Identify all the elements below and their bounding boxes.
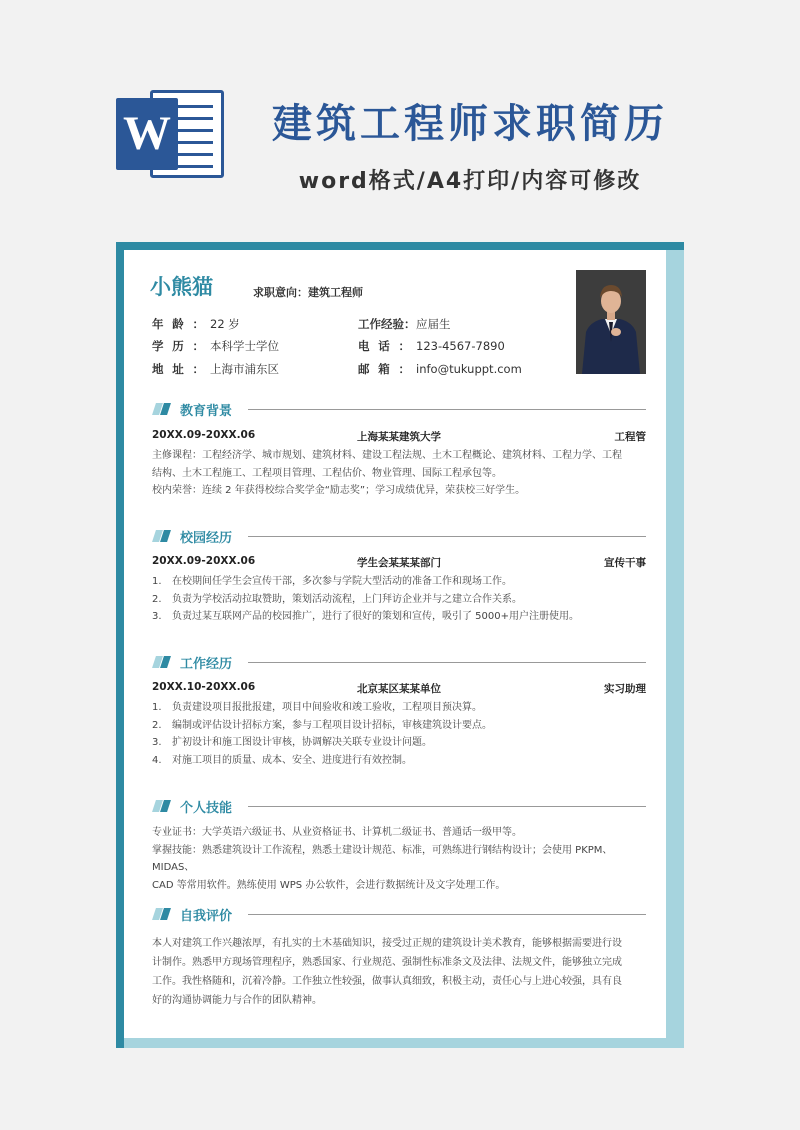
text-line: 工作。我性格随和，沉着冷静。工作独立性较强，做事认真细致，积极主动，责任心与上进心较强，具有良 xyxy=(152,976,622,987)
work-list xyxy=(152,699,648,769)
info-age xyxy=(152,316,240,332)
info-email-value: info@tukuppt.com xyxy=(416,362,522,376)
text-line: 计制作。熟悉甲方现场管理程序，熟悉国家、行业规范、强制性标准条文及法律、法规文件，能够独立完成 xyxy=(152,957,622,968)
job-intent: 求职意向：建筑工程师 xyxy=(253,286,363,299)
section-education-title: 教育背景 xyxy=(180,404,233,419)
section-skills-title: 个人技能 xyxy=(180,801,233,816)
info-education-label: 学历： xyxy=(152,339,204,353)
candidate-name: 小熊猫 xyxy=(150,275,213,299)
text-line: 掌握技能：熟悉建筑设计工作流程，熟悉土建设计规范、标准，可熟练进行钢结构设计；会使用 PKPM、MIDAS、 xyxy=(152,844,613,873)
info-phone-label: 电话： xyxy=(358,339,410,353)
info-phone xyxy=(358,338,505,354)
info-address-label: 地址： xyxy=(152,362,204,376)
work-role: 实习助理 xyxy=(604,683,646,695)
section-bar-icon xyxy=(152,530,172,542)
page-subtitle: word格式/A4打印/内容可修改 xyxy=(298,169,642,194)
list-item: 1. 在校期间任学生会宣传干部，多次参与学院大型活动的准备工作和现场工作。 xyxy=(152,576,512,587)
campus-list xyxy=(152,573,648,626)
work-org: 北京某区某某单位 xyxy=(357,683,441,695)
section-work-title: 工作经历 xyxy=(180,657,233,672)
divider xyxy=(248,806,646,807)
list-item: 2. 负责为学校活动拉取赞助，策划活动流程，上门拜访企业并与之建立合作关系。 xyxy=(152,593,522,605)
section-bar-icon xyxy=(152,800,172,812)
info-email xyxy=(358,361,522,377)
info-experience xyxy=(358,316,451,332)
text-line: 结构、土木工程施工、工程项目管理、工程估价、物业管理、国际工程承包等。 xyxy=(152,467,502,479)
section-skills-header xyxy=(152,797,646,815)
list-item: 4. 对施工项目的质量、成本、安全、进度进行有效控制。 xyxy=(152,754,412,766)
divider xyxy=(248,536,646,537)
list-item: 3. 扩初设计和施工图设计审核，协调解决关联专业设计问题。 xyxy=(152,737,432,748)
info-email-label: 邮箱： xyxy=(358,362,410,376)
info-phone-value: 123-4567-7890 xyxy=(416,339,505,353)
page-title: 建筑工程师求职简历 xyxy=(272,101,668,147)
education-details xyxy=(152,447,648,500)
info-education-value: 本科学士学位 xyxy=(210,339,279,353)
list-item: 3. 负责过某互联网产品的校园推广，进行了很好的策划和宣传，吸引了 5000+用户注册使用。 xyxy=(152,611,580,622)
person-portrait-icon xyxy=(576,270,646,374)
info-address-value: 上海市浦东区 xyxy=(210,362,279,376)
section-campus-header xyxy=(152,527,646,545)
info-address xyxy=(152,361,279,377)
divider xyxy=(248,662,646,663)
info-education xyxy=(152,338,279,354)
section-bar-icon xyxy=(152,656,172,668)
text-line: 主修课程：工程经济学、城市规划、建筑材料、建设工程法规、土木工程概论、建筑材料、工程力学、工程 xyxy=(152,450,622,461)
section-work-header xyxy=(152,653,646,671)
campus-role: 宣传干事 xyxy=(604,557,646,569)
section-self-eval-title: 自我评价 xyxy=(180,909,233,924)
word-logo-icon xyxy=(116,84,228,184)
divider xyxy=(248,914,646,915)
info-age-label: 年龄： xyxy=(152,317,204,331)
info-experience-label: 工作经验： xyxy=(358,317,416,331)
section-education-header xyxy=(152,400,646,418)
section-self-eval-header xyxy=(152,905,646,923)
section-campus-title: 校园经历 xyxy=(180,531,233,546)
divider xyxy=(248,409,646,410)
list-item: 1. 负责建设项目报批报建，项目中间验收和竣工验收，工程项目预决算。 xyxy=(152,702,482,713)
education-major: 工程管 xyxy=(614,431,646,443)
text-line: CAD 等常用软件。熟练使用 WPS 办公软件，会进行数据统计及文字处理工作。 xyxy=(152,879,506,891)
section-bar-icon xyxy=(152,908,172,920)
text-line: 好的沟通协调能力与合作的团队精神。 xyxy=(152,995,322,1006)
text-line: 本人对建筑工作兴趣浓厚，有扎实的土木基础知识，接受过正规的建筑设计美术教育，能够根据需要进行设 xyxy=(152,938,622,949)
education-school: 上海某某建筑大学 xyxy=(357,431,441,443)
campus-org: 学生会某某某部门 xyxy=(357,557,441,569)
section-bar-icon xyxy=(152,403,172,415)
text-line: 校内荣誉：连续 2 年获得校综合奖学金“励志奖”；学习成绩优异，荣获校三好学生。 xyxy=(152,485,526,496)
info-experience-value: 应届生 xyxy=(416,317,451,331)
self-eval-details xyxy=(152,934,648,1010)
campus-date: 20XX.09-20XX.06 xyxy=(152,555,256,567)
word-letter: W xyxy=(116,98,178,170)
avatar-photo xyxy=(576,270,646,374)
work-date: 20XX.10-20XX.06 xyxy=(152,681,256,693)
info-age-value: 22 岁 xyxy=(210,317,240,331)
text-line: 专业证书：大学英语六级证书、从业资格证书、计算机二级证书、普通话一级甲等。 xyxy=(152,827,522,838)
list-item: 2. 编制或评估设计招标方案，参与工程项目设计招标，审核建筑设计要点。 xyxy=(152,719,492,731)
skills-details xyxy=(152,824,648,894)
education-date: 20XX.09-20XX.06 xyxy=(152,429,256,441)
